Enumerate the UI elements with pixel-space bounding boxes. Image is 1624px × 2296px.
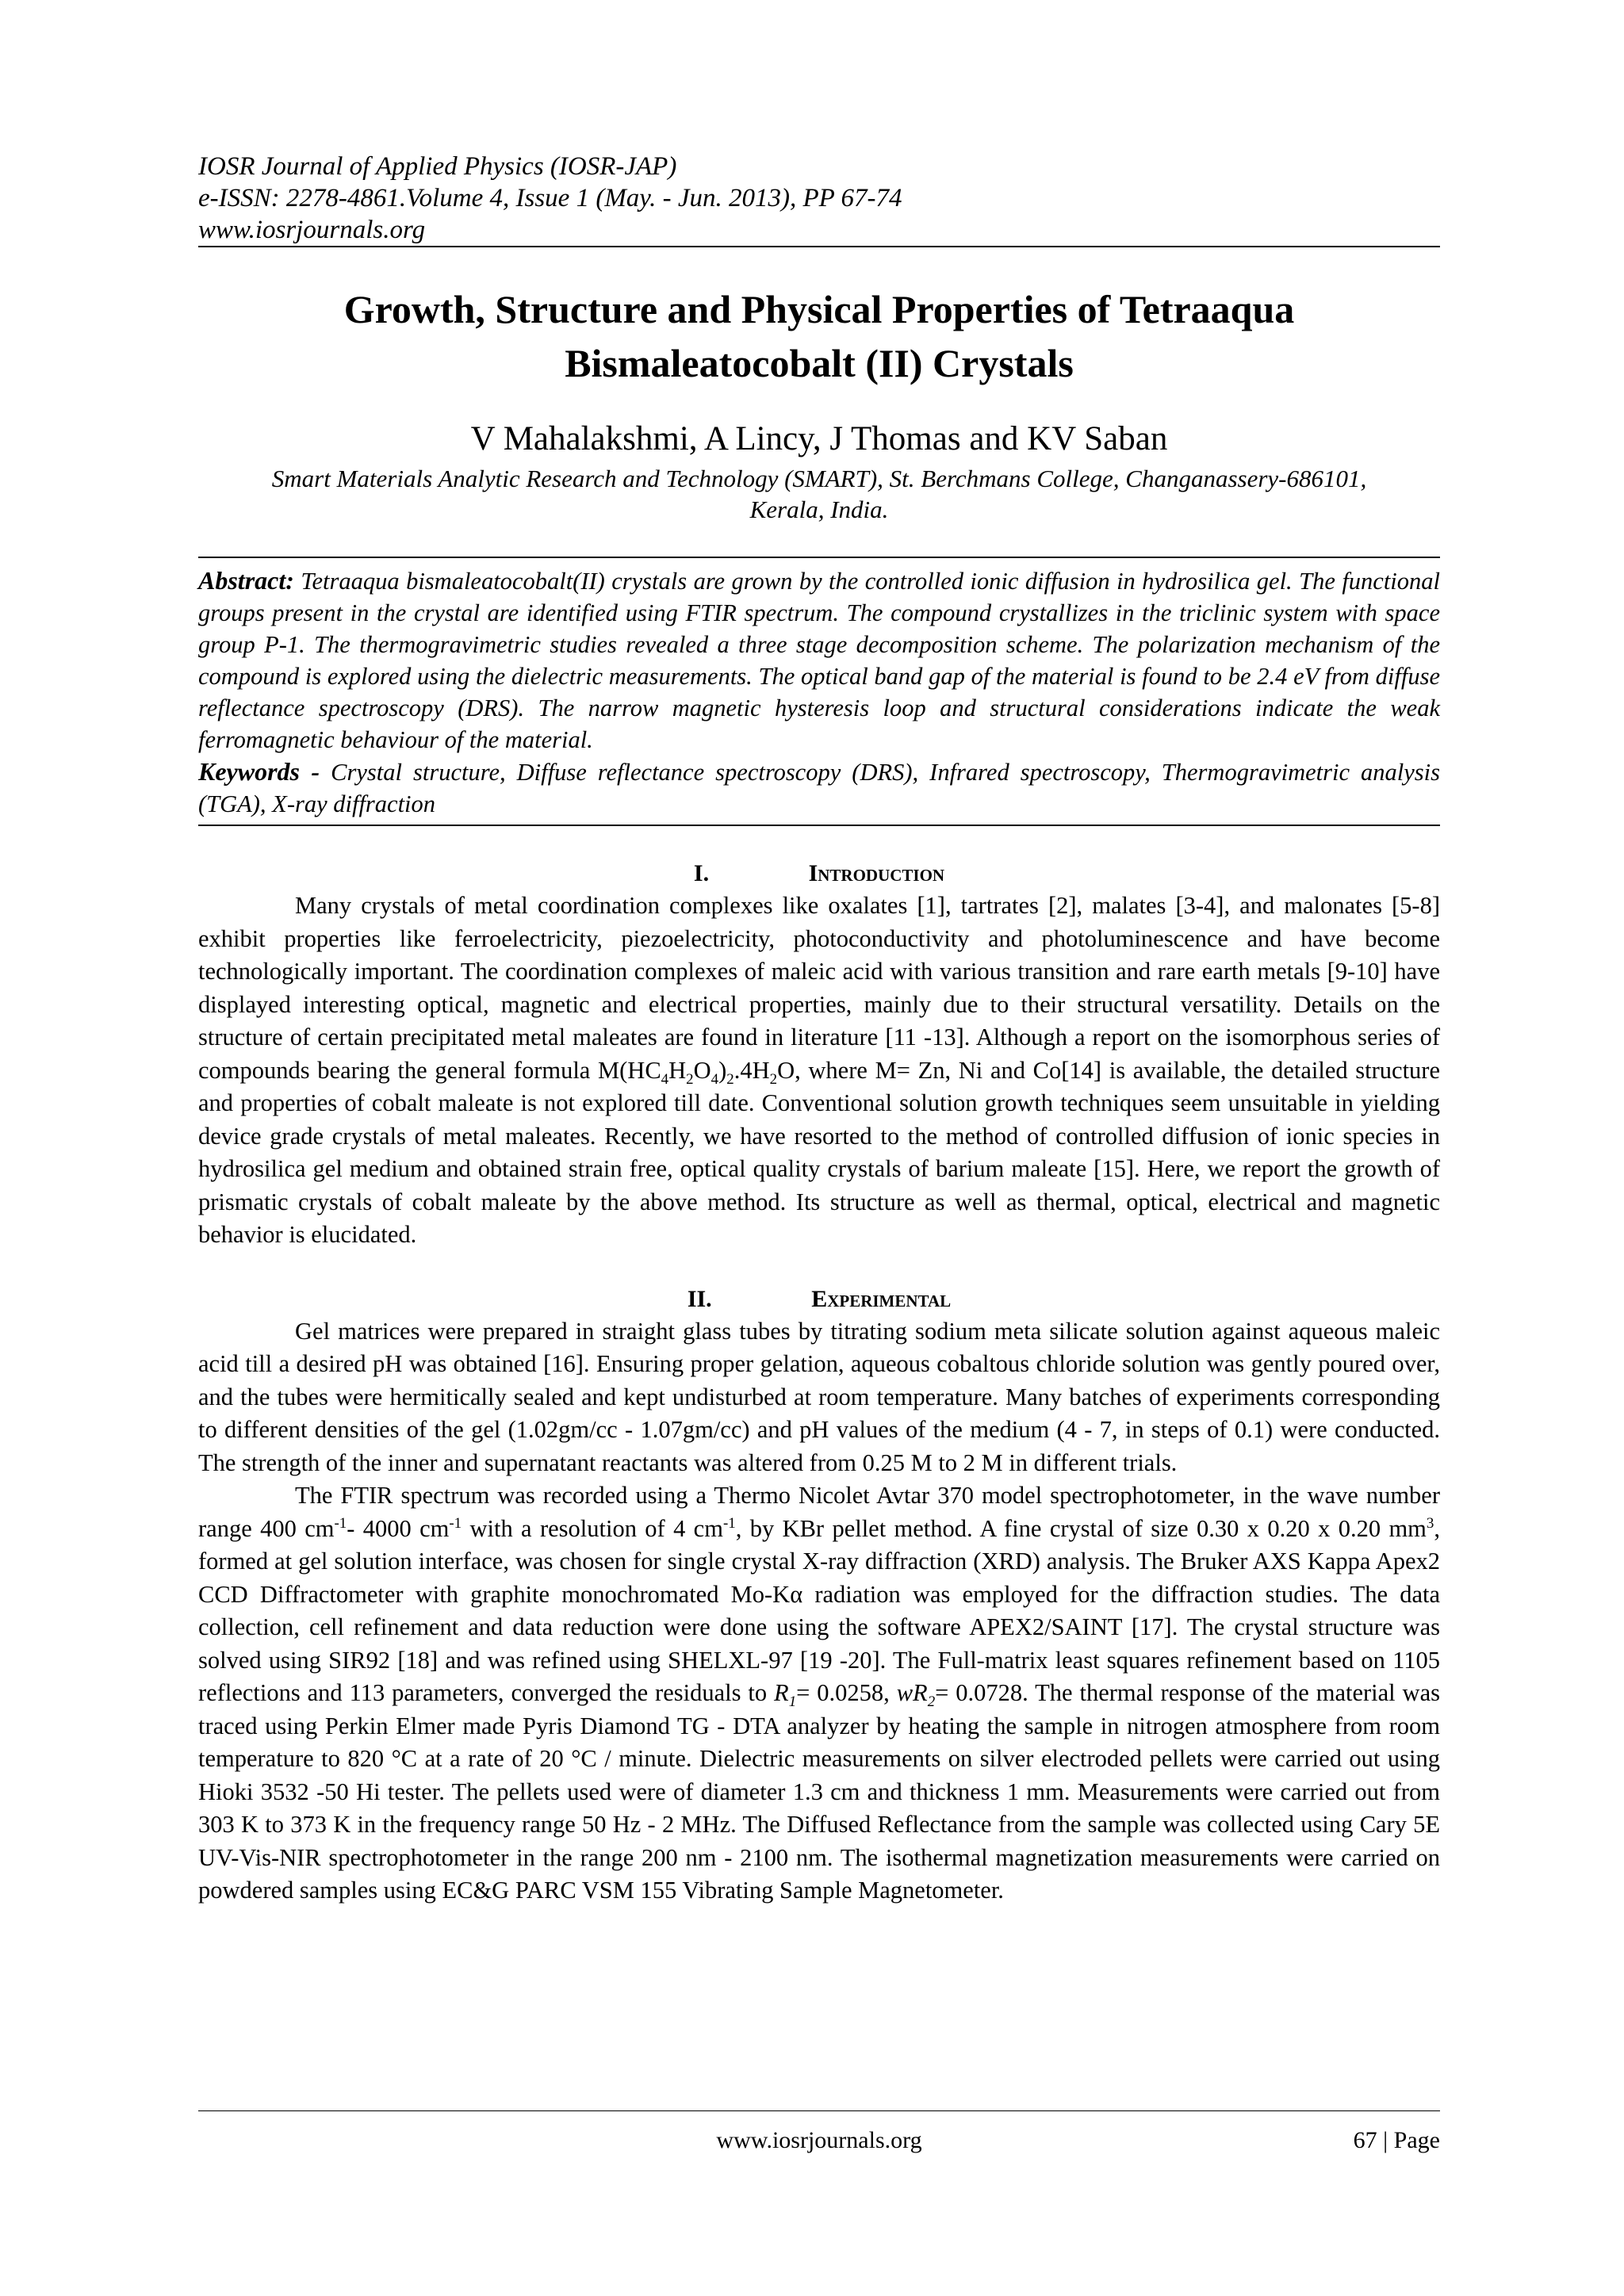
page-number: 67 | Page — [1353, 2127, 1440, 2153]
affiliation-line-2: Kerala, India. — [749, 496, 889, 523]
keywords — [198, 756, 1440, 825]
section-number: II. — [687, 1285, 712, 1312]
keywords-text: Crystal structure, Diffuse reflectance spectroscopy (DRS), Infrared spectroscopy, Thermogravimetric analysis (TGA), X-ray diffraction — [198, 759, 1441, 817]
section-title: Experimental — [811, 1285, 952, 1312]
journal-header — [198, 151, 1440, 246]
title-line-1: Growth, Structure and Physical Properties of Tetraaqua — [343, 287, 1295, 331]
keywords-label: Keywords - — [198, 757, 320, 786]
journal-website: www.iosrjournals.org — [198, 216, 426, 244]
intro-paragraph: Many crystals of metal coordination complexes like oxalates [1], tartrates [2], malates [3-4], and malonates [5-8] exhibit properties like ferroelectricity, piezoelectricity, photoconductivity and photoluminescence and have become technologically important. The coordination complexes of maleic acid with various transition and rare earth metals [9-10] have displayed interesting optical, magnetic and electrical properties, mainly due to their structural versatility. Details on the structure of certain precipitated metal maleates are found in literature [11 -13]. Although a report on the isomorphous series of compounds bearing the general formula $M(HC_4H_2O_4)_2.4H_2O$, where M= Zn, Ni and Co[14] is available, the detailed structure and properties of cobalt maleate is not explored till date. Conventional solution growth techniques seem unsuitable in yielding device grade crystals of metal maleates. Recently, we have resorted to the method of controlled diffusion of ionic species in hydrosilica gel medium and obtained strain free, optical quality crystals of barium maleate [15]. Here, we report the growth of prismatic crystals of cobalt maleate by the above method. Its structure as well as thermal, optical, electrical and magnetic behavior is elucidated. — [198, 892, 1440, 1248]
experimental-paragraph-2: The FTIR spectrum was recorded using a Thermo Nicolet Avtar 370 model spectrophotometer, in the wave number range 400 $cm^{-1}-$ 4000 $cm^{-1}$ with a resolution of 4 $cm^{-1}$, by KBr pellet method. A fine crystal of size 0.30 x 0.20 x 0.20 $mm^3$, formed at gel solution interface, was chosen for single crystal X-ray diffraction (XRD) analysis. The Bruker AXS Kappa Apex2 CCD Diffractometer with graphite monochromated Mo-Kα radiation was employed for the diffraction studies. The data collection, cell refinement and data reduction were done using the software APEX2/SAINT [17]. The crystal structure was solved using SIR92 [18] and was refined using SHELXL-97 [19 -20]. The Full-matrix least squares refinement based on 1105 reflections and 113 parameters, converged the residuals to $R_1= 0.0258$, $wR_2= 0.0728$. The thermal response of the material was traced using Perkin Elmer made Pyris Diamond TG - DTA analyzer by heating the sample in nitrogen atmosphere from room temperature to 820 °C at a rate of 20 °C / minute. Dielectric measurements on silver electroded pellets were carried out using Hioki 3532 -50 Hi tester. The pellets used were of diameter 1.3 cm and thickness 1 mm. Measurements were carried out from 303 K to 373 K in the frequency range 50 Hz - 2 MHz. The Diffused Reflectance from the sample was collected using Cary 5E UV-Vis-NIR spectrophotometer in the range 200 nm - 2100 nm. The isothermal magnetization measurements were carried on powdered samples using EC&G PARC VSM 155 Vibrating Sample Magnetometer. — [198, 1482, 1440, 1904]
abstract-box — [198, 557, 1440, 826]
issn-line: e-ISSN: 2278-4861.Volume 4, Issue 1 (May. - Jun. 2013), PP 67-74 — [198, 184, 902, 212]
section-number: I. — [693, 860, 710, 886]
section-title: Introduction — [808, 860, 945, 886]
abstract — [198, 558, 1440, 756]
page-footer — [198, 2110, 1440, 2162]
affiliation — [198, 463, 1440, 525]
title-line-2: Bismaleatocobalt (II) Crystals — [565, 341, 1074, 385]
header-divider — [198, 246, 1440, 247]
abstract-text: Tetraaqua bismaleatocobalt(II) crystals are grown by the controlled ionic diffusion in hydrosilica gel. The functional groups present in the crystal are identified using FTIR spectrum. The compound crystallizes in the triclinic system with space group P-1. The thermogravimetric studies revealed a three stage decomposition scheme. The polarization mechanism of the compound is explored using the dielectric measurements. The optical band gap of the material is found to be 2.4 eV from diffuse reflectance spectroscopy (DRS). The narrow magnetic hysteresis loop and structural considerations indicate the weak ferromagnetic behaviour of the material. — [198, 568, 1440, 753]
section-heading-experimental — [198, 1284, 1440, 1315]
affiliation-line-1: Smart Materials Analytic Research and Technology (SMART), St. Berchmans College, Changanassery-686101, — [271, 465, 1367, 492]
paper-title — [198, 282, 1440, 390]
footer-divider — [198, 2110, 1440, 2111]
footer-website: www.iosrjournals.org — [716, 2127, 922, 2153]
paper-page — [198, 151, 1440, 1908]
experimental-paragraph-1: Gel matrices were prepared in straight glass tubes by titrating sodium meta silicate solution against aqueous maleic acid till a desired pH was obtained [16]. Ensuring proper gelation, aqueous cobaltous chloride solution was gently poured over, and the tubes were hermitically sealed and kept undisturbed at room temperature. Many batches of experiments corresponding to different densities of the gel (1.02gm/cc - 1.07gm/cc) and pH values of the medium (4 - 7, in steps of 0.1) were conducted. The strength of the inner and supernatant reactants was altered from 0.25 M to 2 M in different trials. — [198, 1317, 1440, 1476]
journal-name: IOSR Journal of Applied Physics (IOSR-JAP) — [198, 152, 677, 181]
abstract-bottom-rule — [198, 825, 1440, 826]
section-heading-introduction — [198, 858, 1440, 890]
abstract-label: Abstract: — [198, 566, 294, 595]
authors: V Mahalakshmi, A Lincy, J Thomas and KV Saban — [470, 420, 1168, 457]
